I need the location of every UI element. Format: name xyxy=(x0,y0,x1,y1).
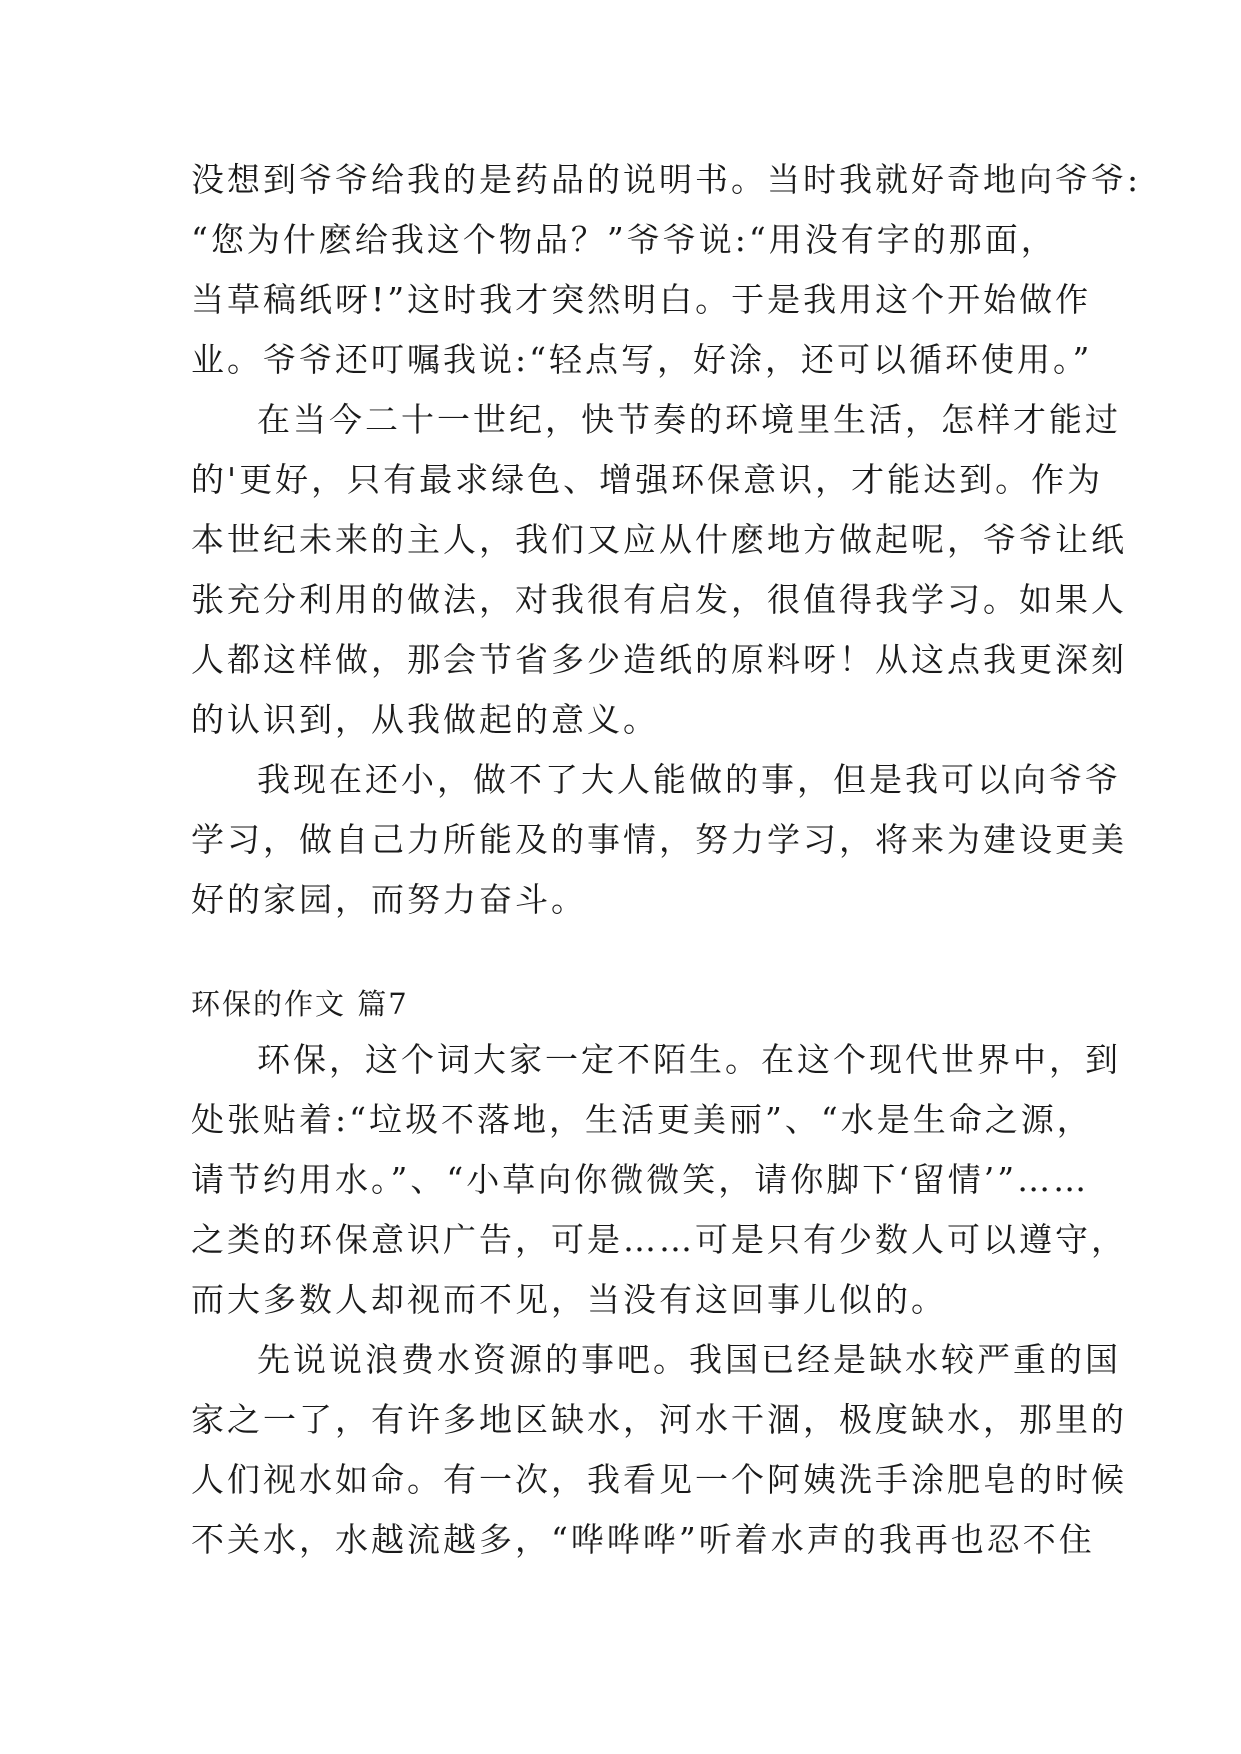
section-paragraph-2-line-3: 人们视水如命。有一次，我看见一个阿姨洗手涂肥皂的时候 xyxy=(191,1460,1127,1499)
paragraph-2-line-2: 的'更好，只有最求绿色、增强环保意识，才能达到。作为 xyxy=(191,460,1104,499)
paragraph-2-line-4: 张充分利用的做法，对我很有启发，很值得我学习。如果人 xyxy=(191,580,1127,619)
paragraph-1-line-1: 没想到爷爷给我的是药品的说明书。当时我就好奇地向爷爷: xyxy=(191,160,1142,199)
paragraph-2-line-3: 本世纪未来的主人，我们又应从什麽地方做起呢，爷爷让纸 xyxy=(191,520,1127,559)
paragraph-1-line-2: “您为什麽给我这个物品？”爷爷说:“用没有字的那面， xyxy=(191,220,1057,259)
section-paragraph-2-line-2: 家之一了，有许多地区缺水，河水干涸，极度缺水，那里的 xyxy=(191,1400,1127,1439)
section-paragraph-1-line-4: 之类的环保意识广告，可是……可是只有少数人可以遵守， xyxy=(191,1220,1127,1259)
paragraph-1-line-3: 当草稿纸呀!”这时我才突然明白。于是我用这个开始做作 xyxy=(191,280,1092,319)
section-paragraph-1-line-2: 处张贴着:“垃圾不落地，生活更美丽”、“水是生命之源， xyxy=(191,1100,1093,1139)
paragraph-2-line-5: 人都这样做，那会节省多少造纸的原料呀！从这点我更深刻 xyxy=(191,640,1127,679)
paragraph-2-line-1: 在当今二十一世纪，快节奏的环境里生活，怎样才能过 xyxy=(257,400,1121,439)
section-paragraph-1-line-3: 请节约用水。”、“小草向你微微笑，请你脚下‘留情’”…… xyxy=(191,1160,1090,1199)
section-paragraph-2-line-1: 先说说浪费水资源的事吧。我国已经是缺水较严重的国 xyxy=(257,1340,1121,1379)
section-paragraph-2-line-4: 不关水，水越流越多，“哗哗哗”听着水声的我再也忍不住 xyxy=(191,1520,1095,1559)
paragraph-2-line-6: 的认识到，从我做起的意义。 xyxy=(191,700,659,739)
paragraph-3-line-2: 学习，做自己力所能及的事情，努力学习，将来为建设更美 xyxy=(191,820,1127,859)
section-paragraph-1-line-1: 环保，这个词大家一定不陌生。在这个现代世界中，到 xyxy=(257,1040,1121,1079)
paragraph-3-line-1: 我现在还小，做不了大人能做的事，但是我可以向爷爷 xyxy=(257,760,1121,799)
section-heading: 环保的作文 篇7 xyxy=(191,987,409,1021)
paragraph-1-line-4: 业。爷爷还叮嘱我说:“轻点写，好涂，还可以循环使用。” xyxy=(191,340,1093,379)
section-paragraph-1-line-5: 而大多数人却视而不见，当没有这回事儿似的。 xyxy=(191,1280,947,1319)
paragraph-3-line-3: 好的家园，而努力奋斗。 xyxy=(191,880,587,919)
